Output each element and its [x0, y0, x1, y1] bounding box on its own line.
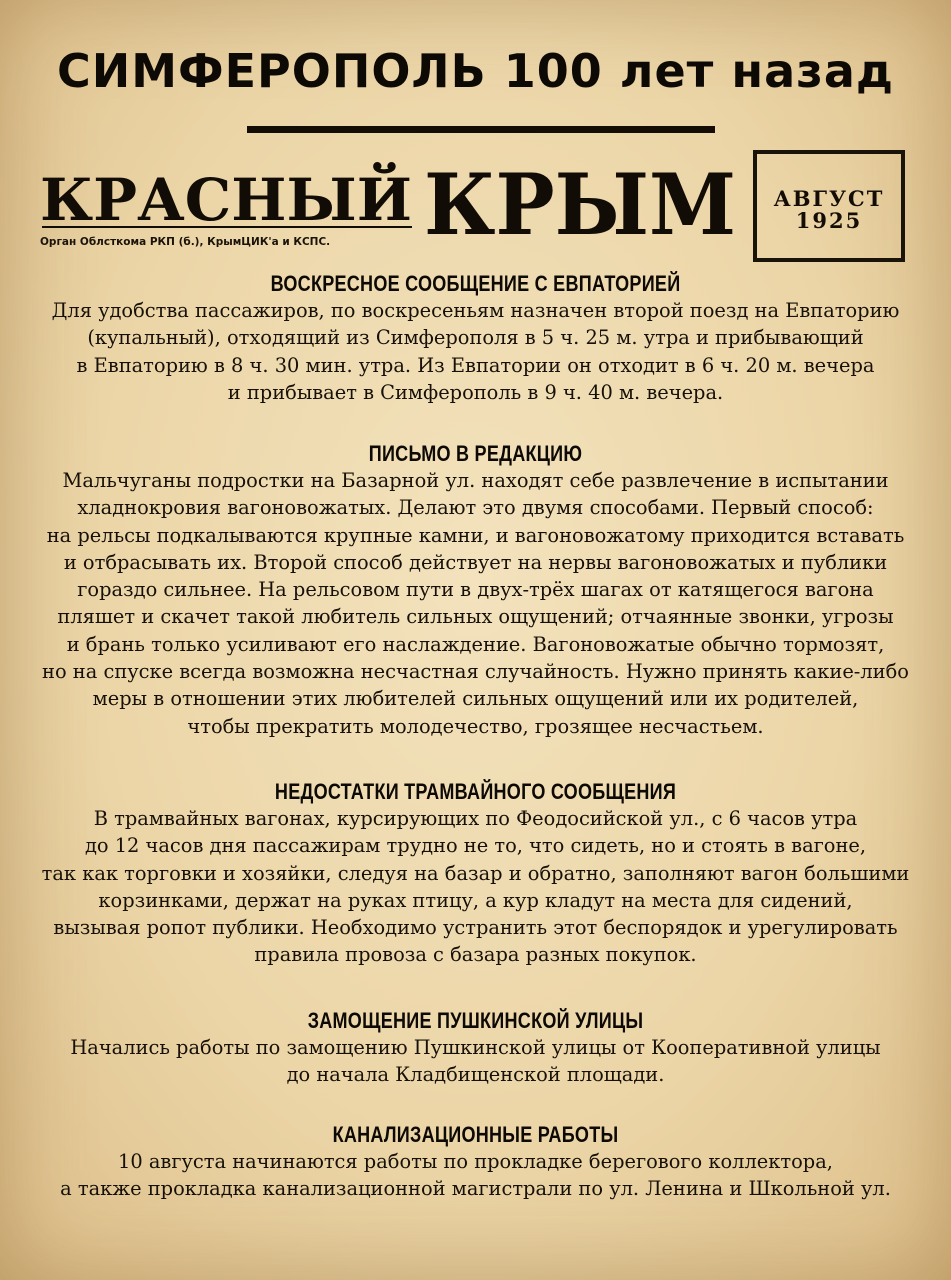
- article-heading: ПИСЬМО В РЕДАКЦИЮ: [368, 441, 583, 466]
- article-line: на рельсы подкалываются крупные камни, и вагоновожатому приходится вставать: [46, 523, 905, 547]
- article-heading: НЕДОСТАТКИ ТРАМВАЙНОГО СООБЩЕНИЯ: [274, 779, 677, 804]
- article-letter: [0, 441, 951, 740]
- article-line: до 12 часов дня пассажирам трудно не то, что сидеть, но и стоять в вагоне,: [84, 834, 867, 858]
- article-line: (купальный), отходящий из Симферополя в 5 ч. 25 м. утра и прибывающий: [87, 326, 864, 350]
- article-line: и отбрасывать их. Второй способ действует на нервы вагоновожатых и публики: [63, 550, 888, 574]
- article-line: меры в отношении этих любителей сильных ощущений или их родителей,: [92, 687, 859, 711]
- article-line: и брань только усиливают его наслаждение. Вагоновожатые обычно тормозят,: [66, 632, 885, 656]
- article-line: корзинками, держат на руках птицу, а кур кладут на места для сидений,: [98, 888, 853, 912]
- article-line: хладнокровия вагоновожатых. Делают это двумя способами. Первый способ:: [77, 496, 874, 520]
- stamp-year: 1925: [795, 208, 863, 233]
- article-heading: ЗАМОЩЕНИЕ ПУШКИНСКОЙ УЛИЦЫ: [307, 1008, 644, 1033]
- article-line: гораздо сильнее. На рельсовом пути в двух-трёх шагах от катящегося вагона: [77, 578, 874, 602]
- newspaper-name-part2: КРЫМ: [424, 160, 736, 240]
- article-line: но на спуске всегда возможна несчастная случайность. Нужно принять какие-либо: [42, 660, 909, 684]
- article-heading: ВОСКРЕСНОЕ СООБЩЕНИЕ С ЕВПАТОРИЕЙ: [270, 271, 681, 296]
- article-line: пляшет и скачет такой любитель сильных ощущений; отчаянные звонки, угрозы: [57, 605, 894, 629]
- article-tram: [0, 779, 951, 969]
- article-line: Для удобства пассажиров, по воскресеньям назначен второй поезд на Евпаторию: [51, 299, 900, 322]
- article-line: вызывая ропот публики. Необходимо устранить этот беспорядок и урегулировать: [53, 916, 898, 940]
- date-stamp: [753, 150, 905, 262]
- newspaper-name-logo: [40, 160, 740, 240]
- stamp-month: АВГУСТ: [773, 186, 885, 211]
- article-line: 10 августа начинаются работы по прокладке берегового коллектора,: [118, 1150, 833, 1173]
- title-divider: [247, 126, 715, 133]
- newspaper-name: [40, 160, 740, 240]
- article-pushkinskaya: [0, 1008, 951, 1089]
- article-line: а также прокладка канализационной магистрали по ул. Ленина и Школьной ул.: [60, 1177, 891, 1201]
- article-line: правила провоза с базара разных покупок.: [254, 943, 697, 967]
- article-line: В трамвайных вагонах, курсирующих по Феодосийской ул., с 6 часов утра: [93, 807, 858, 830]
- page-title: СИМФЕРОПОЛЬ 100 лет назад: [56, 44, 895, 98]
- article-line: Мальчуганы подростки на Базарной ул. находят себе развлечение в испытании: [62, 469, 889, 492]
- newspaper-masthead: [40, 158, 740, 258]
- article-line: в Евпаторию в 8 ч. 30 мин. утра. Из Евпатории он отходит в 6 ч. 20 м. вечера: [76, 353, 875, 377]
- newspaper-name-part1: КРАСНЫЙ: [40, 166, 410, 234]
- article-evpatoria: [0, 271, 951, 406]
- newspaper-organ-line: Орган Облсткома РКП (б.), КрымЦИК'а и КСПС.: [40, 236, 331, 248]
- article-line: до начала Кладбищенской площади.: [286, 1063, 665, 1087]
- article-heading: КАНАЛИЗАЦИОННЫЕ РАБОТЫ: [332, 1122, 619, 1147]
- article-line: и прибывает в Симферополь в 9 ч. 40 м. вечера.: [227, 380, 724, 404]
- article-line: чтобы прекратить молодечество, грозящее несчастьем.: [187, 714, 764, 738]
- article-sewer: [0, 1122, 951, 1203]
- article-line: Начались работы по замощению Пушкинской улицы от Кооперативной улицы: [70, 1036, 881, 1059]
- article-line: так как торговки и хозяйки, следуя на базар и обратно, заполняют вагон большими: [41, 861, 910, 885]
